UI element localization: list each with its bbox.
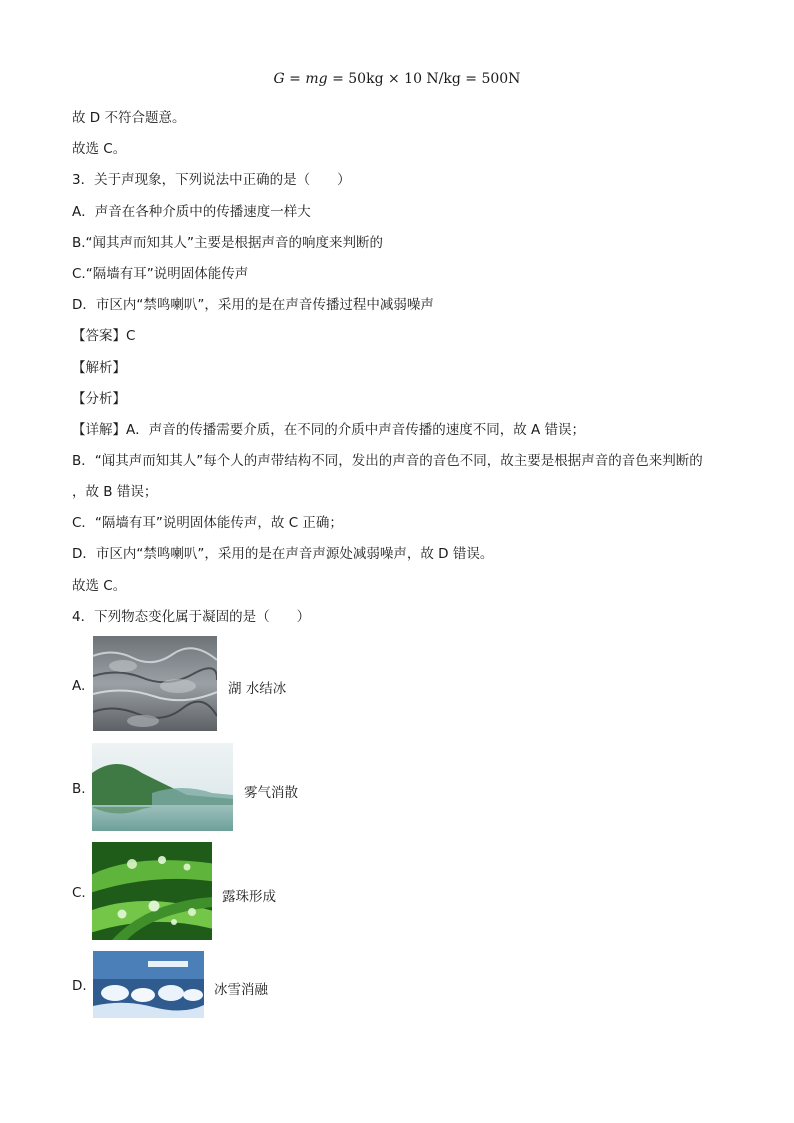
question-3-option-a: A．声音在各种介质中的传播速度一样大 (72, 204, 311, 220)
conclusion-line: 故选 C。 (72, 578, 127, 594)
question-3-option-b: B.“闻其声而知其人”主要是根据声音的响度来判断的 (72, 235, 384, 251)
option-b-letter: B. (72, 781, 86, 797)
frozen-lake-image (93, 636, 217, 731)
option-c-text: 露珠形成 (222, 889, 276, 905)
analysis-label: 【解析】 (72, 360, 126, 376)
question-3-stem: 3．关于声现象，下列说法中正确的是（ ） (72, 172, 351, 188)
explanation-line: C．“隔墙有耳”说明固体能传声，故 C 正确； (72, 515, 343, 531)
explanation-line: 【详解】A．声音的传播需要介质，在不同的介质中声音传播的速度不同，故 A 错误； (72, 422, 586, 438)
formula-weight: G = mg = 50kg × 10 N/kg = 500N (273, 71, 521, 87)
question-3-option-c: C.“隔墙有耳”说明固体能传声 (72, 266, 249, 282)
option-c-letter: C. (72, 885, 86, 901)
misty-lake-image (92, 743, 233, 831)
explanation-line: D．市区内“禁鸣喇叭”，采用的是在声音声源处减弱噪声，故 D 错误。 (72, 546, 494, 562)
answer-label: 【答案】C (72, 328, 136, 344)
option-a-letter: A. (72, 678, 86, 694)
option-d-letter: D. (72, 978, 87, 994)
melting-snow-image (93, 951, 204, 1018)
analysis-sub-label: 【分析】 (72, 391, 126, 407)
text-line: 故选 C。 (72, 141, 127, 157)
option-a-text: 湖 水结冰 (228, 681, 287, 697)
question-4-stem: 4．下列物态变化属于凝固的是（ ） (72, 609, 311, 625)
option-b-text: 雾气消散 (244, 785, 298, 801)
dew-drops-image (92, 842, 212, 940)
question-3-option-d: D．市区内“禁鸣喇叭”，采用的是在声音传播过程中减弱噪声 (72, 297, 434, 313)
explanation-line: B．“闻其声而知其人”每个人的声带结构不同，发出的声音的音色不同，故主要是根据声音的音色来判断的 (72, 453, 703, 469)
option-d-text: 冰雪消融 (214, 982, 268, 998)
explanation-line: ，故 B 错误； (72, 484, 158, 500)
text-line: 故 D 不符合题意。 (72, 110, 186, 126)
